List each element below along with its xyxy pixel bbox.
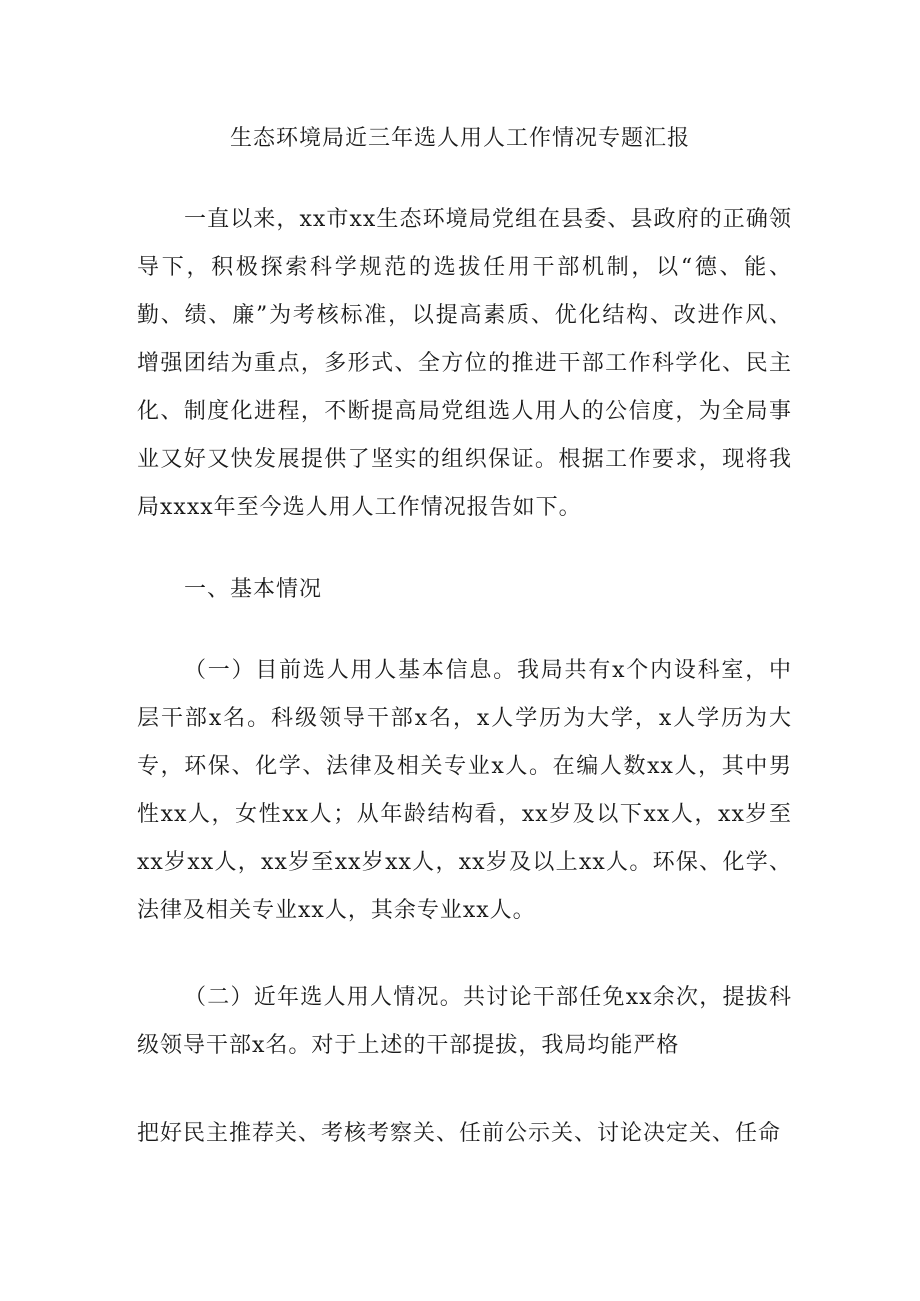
paragraph-continuation: 把好民主推荐关、考核考察关、任前公示关、讨论决定关、任命	[137, 1121, 782, 1146]
section-heading-basic-situation: 一、基本情况	[184, 577, 323, 602]
paragraph-recent-appointments: （二）近年选人用人情况。共讨论干部任免xx余次，提拔科级领导干部x名。对于上述的干部提拔，我局均能严格	[137, 985, 792, 1058]
document-title: 生态环境局近三年选人用人工作情况专题汇报	[229, 126, 690, 151]
paragraph-intro: 一直以来，xx市xx生态环境局党组在县委、县政府的正确领导下，积极探索科学规范的选拔任用干部机制，以“德、能、勤、绩、廉”为考核标准，以提高素质、优化结构、改进作风、增强团结为重点，多形式、全方位的推进干部工作科学化、民主化、制度化进程，不断提高局党组选人用人的公信度，为全局事业又好又快发展提供了坚实的组织保证。根据工作要求，现将我局xxxx年至今选人用人工作情况报告如下。	[137, 207, 792, 520]
paragraph-basic-info: （一）目前选人用人基本信息。我局共有x个内设科室，中层干部x名。科级领导干部x名，x人学历为大学，x人学历为大专，环保、化学、法律及相关专业x人。在编人数xx人，其中男性xx人，女性xx人；从年龄结构看，xx岁及以下xx人，xx岁至xx岁xx人，xx岁至xx岁xx人，xx岁及以上xx人。环保、化学、法律及相关专业xx人，其余专业xx人。	[137, 658, 792, 923]
